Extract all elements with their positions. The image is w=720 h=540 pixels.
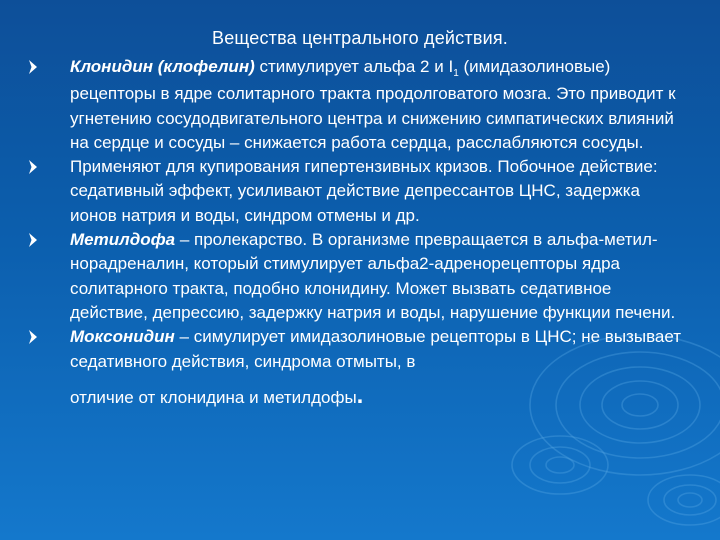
list-item [28,155,688,228]
item-text: – пролекарство. В организме превращается в альфа-метил-норадреналин, который стимулирует альфа2-адренорецепторы ядра солитарного тракта, подобно клонидину. Может вызвать седативное действие, депрессию, задержку натрия и воды, нарушение функции печени. [70,230,676,322]
list-item [28,228,688,325]
list-item [28,55,688,155]
arrowhead-bullet-icon [28,232,38,248]
item-text: стимулирует альфа 2 и I [254,57,454,76]
slide-title: Вещества центрального действия. [212,28,508,48]
item-text: Применяют для купирования гипертензивных кризов. Побочное действие: седативный эффект, усиливают действие депрессантов ЦНС, задержка ионов натрия и воды, синдром отмены и др. [70,157,658,225]
item-text: – симулирует имидазолиновые рецепторы в ЦНС; не вызывает седативного действия, синдрома отмыты, в [70,327,682,371]
bullet-list [28,55,688,410]
arrowhead-bullet-icon [28,159,38,175]
subscript: 1 [453,68,459,79]
item-text: отличие от клонидина и метилдофы [70,387,357,407]
item-text: (имидазолиновые) рецепторы в ядре солитарного тракта продолговатого мозга. Это приводит к угнетению сосудодвигательного центра и снижению симпатических влияний на сердце и сосуды – снижается работа сердца, расслабляются сосуды. [70,57,676,152]
arrowhead-bullet-icon [28,329,38,345]
drug-name: Клонидин (клофелин) [70,57,255,76]
end-period: . [356,381,364,409]
arrowhead-bullet-icon [28,59,38,75]
list-item [28,325,688,410]
item-last-line [70,381,688,410]
drug-name: Метилдофа [70,230,176,250]
drug-name: Моксонидин [70,327,175,347]
